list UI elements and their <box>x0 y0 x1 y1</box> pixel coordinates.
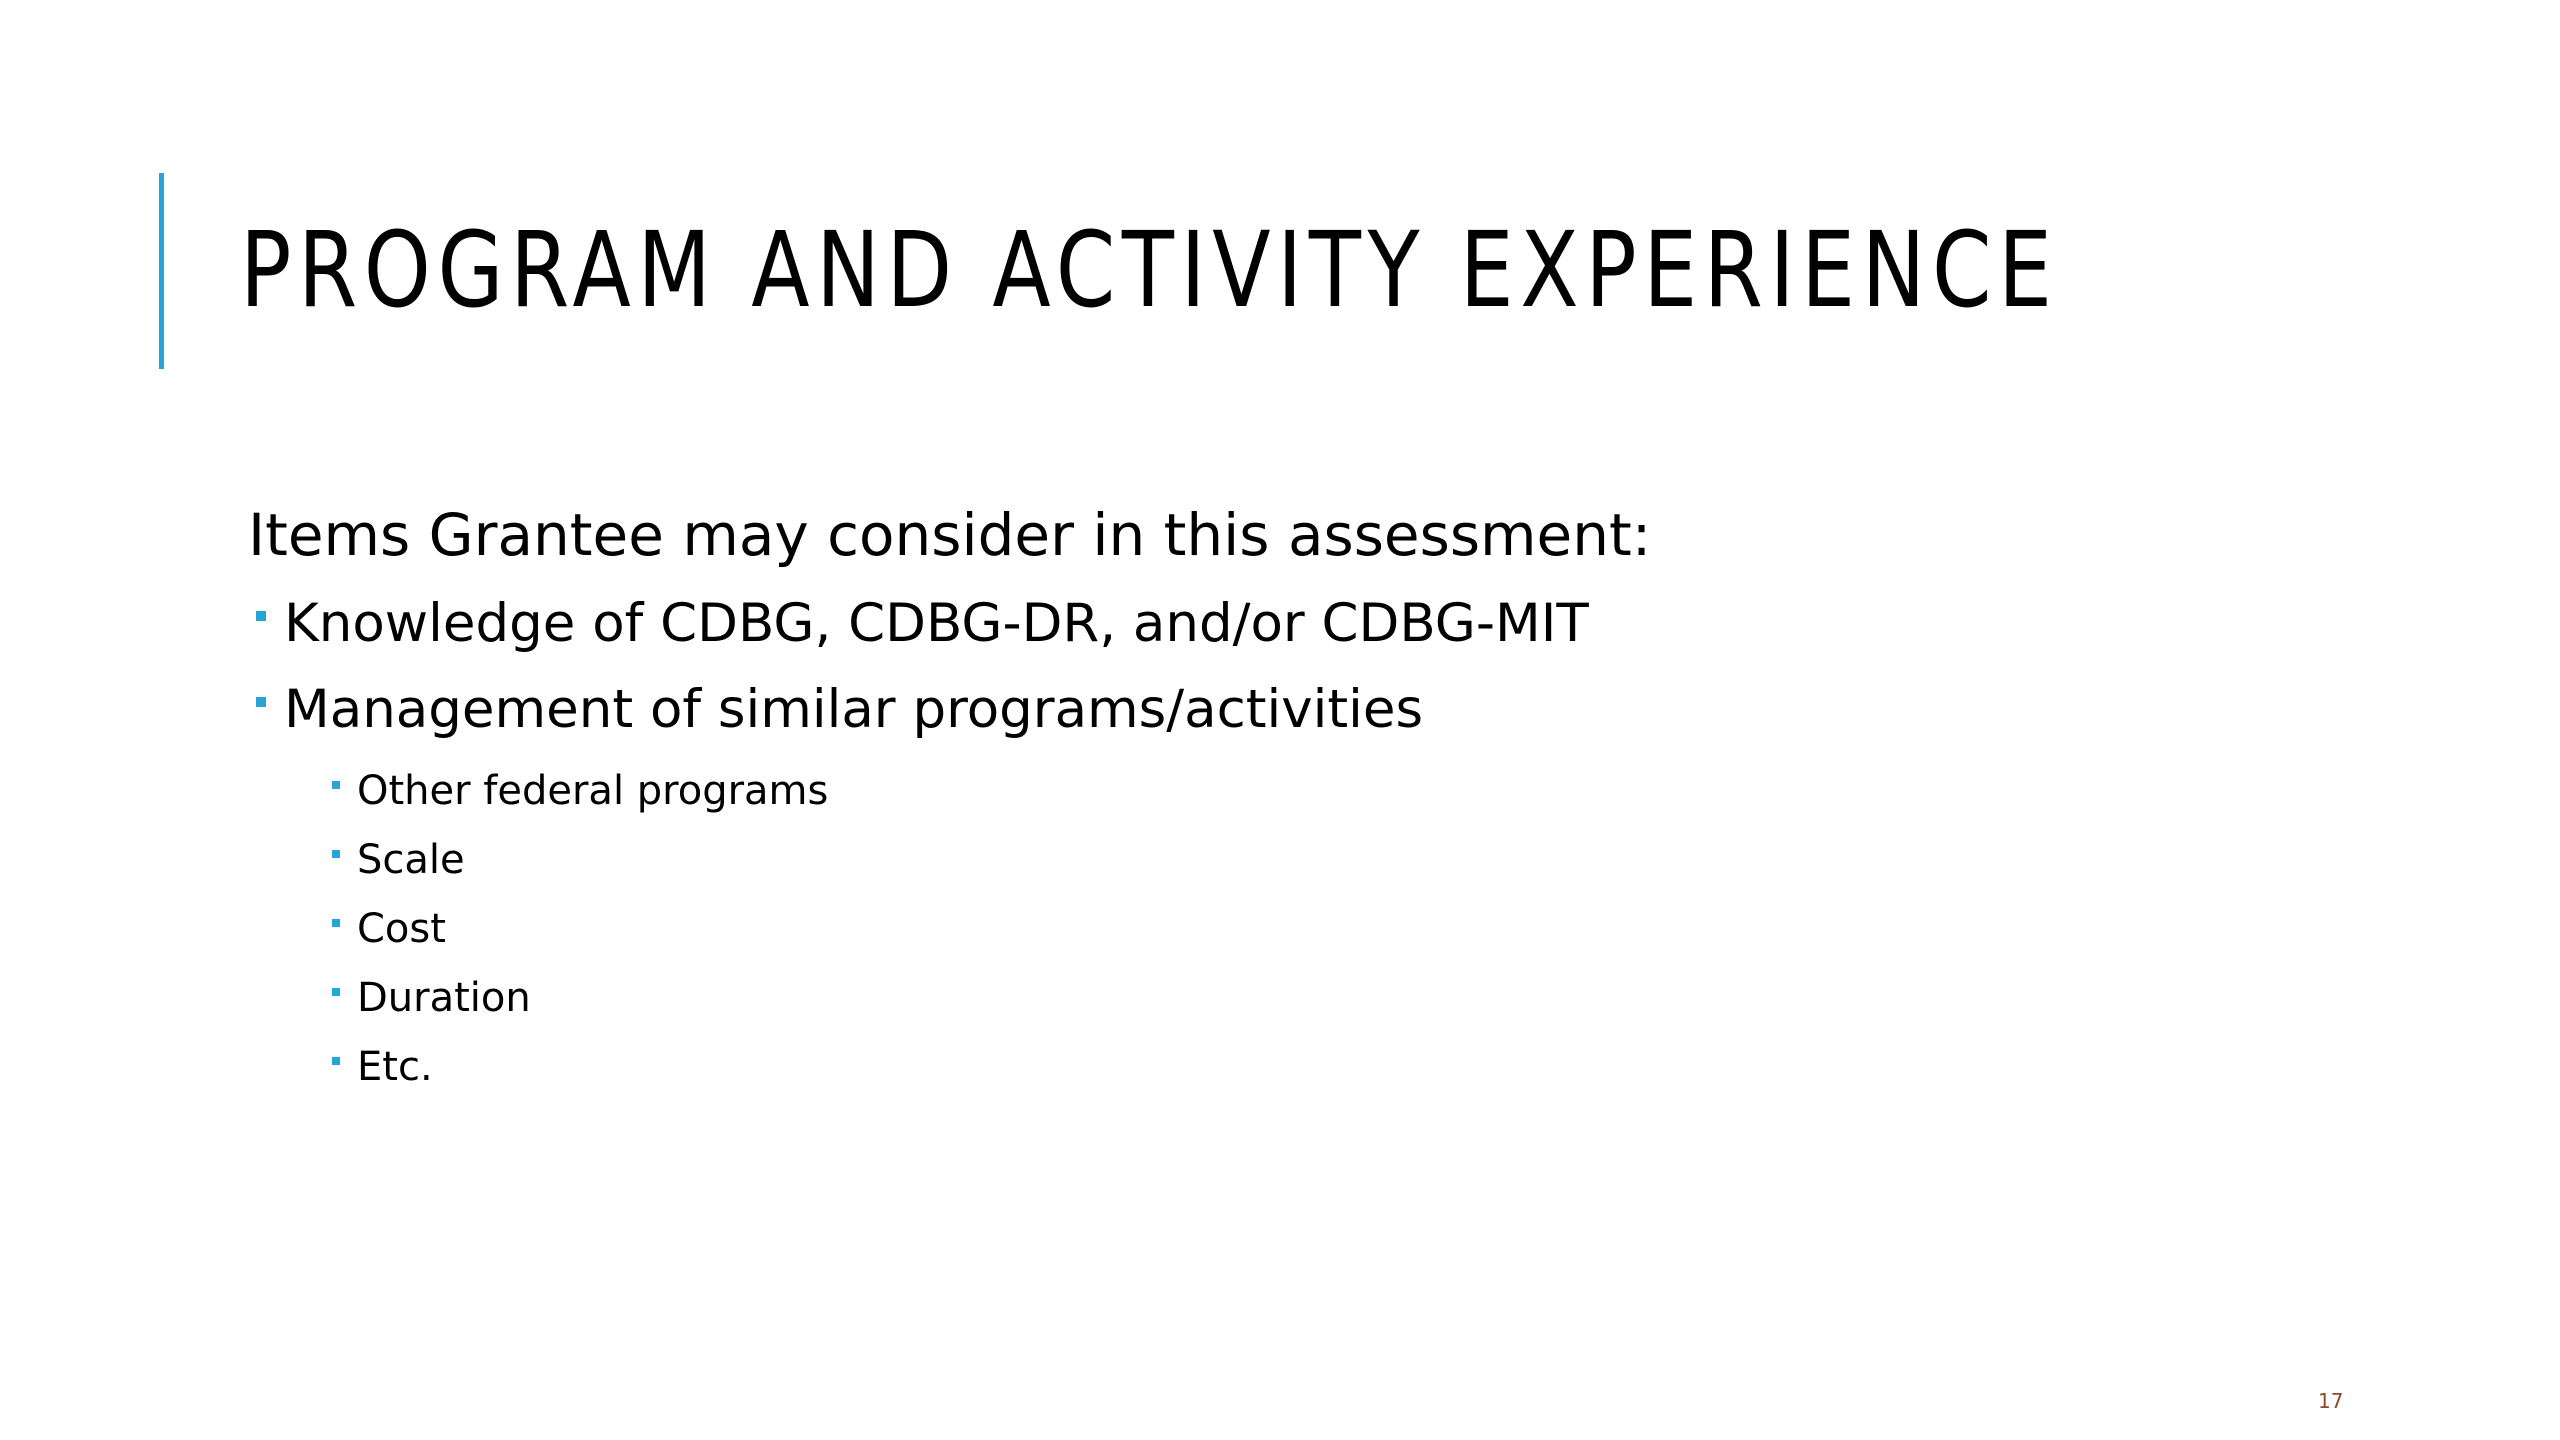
bullet-label: Management of similar programs/activities <box>284 679 1424 740</box>
square-bullet-icon <box>332 919 340 927</box>
sub-bullet-item-duration <box>284 964 2148 1033</box>
sub-bullet-item-scale <box>284 826 2148 895</box>
slide-content <box>248 495 2148 1102</box>
square-bullet-icon <box>256 697 266 707</box>
intro-text: Items Grantee may consider in this assessment: <box>248 501 1652 569</box>
page-number: 17 <box>2318 1389 2344 1413</box>
sub-bullet-label: Scale <box>357 837 465 883</box>
bullet-item-knowledge <box>248 581 2148 667</box>
square-bullet-icon <box>332 988 340 996</box>
bullet-label: Knowledge of CDBG, CDBG-DR, and/or CDBG-MIT <box>284 593 1589 654</box>
square-bullet-icon <box>332 781 340 789</box>
sub-bullet-list <box>284 757 2148 1102</box>
sub-bullet-item-cost <box>284 895 2148 964</box>
bullet-list <box>248 581 2148 1102</box>
square-bullet-icon <box>332 1057 340 1065</box>
sub-bullet-label: Other federal programs <box>357 768 829 814</box>
sub-bullet-item-etc <box>284 1033 2148 1102</box>
sub-bullet-label: Duration <box>357 975 531 1021</box>
sub-bullet-label: Cost <box>357 906 446 952</box>
bullet-item-management <box>248 667 2148 1102</box>
square-bullet-icon <box>332 850 340 858</box>
title-accent-bar <box>159 173 164 369</box>
square-bullet-icon <box>256 611 266 621</box>
sub-bullet-item-federal-programs <box>284 757 2148 826</box>
sub-bullet-label: Etc. <box>357 1044 433 1090</box>
slide-title: PROGRAM AND ACTIVITY EXPERIENCE <box>240 209 2059 331</box>
